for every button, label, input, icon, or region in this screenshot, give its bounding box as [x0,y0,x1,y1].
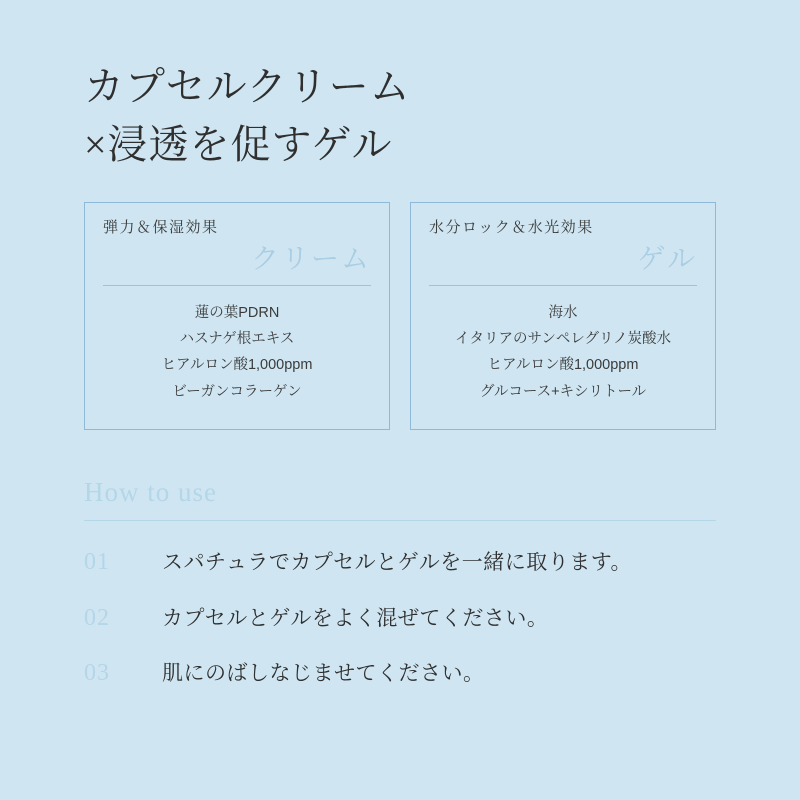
card-gel-ingredients [429,300,697,406]
card-gel-divider [429,285,697,286]
card-cream-title: クリーム [250,244,371,275]
list-item: イタリアのサンペレグリノ炭酸水 [455,330,671,347]
card-cream-ingredients [103,300,371,406]
list-item: ヒアルロン酸1,000ppm [161,357,313,374]
card-cream-label: 弾力＆保湿効果 [103,220,219,236]
step-text: カプセルとゲルをよく混ぜてください。 [162,606,549,630]
ingredient-cards [84,202,716,430]
how-to-use-title: How to use [84,477,217,507]
list-item [84,549,716,576]
step-number: 03 [84,659,110,686]
list-item: ビーガンコラーゲン [172,383,302,400]
step-text: 肌にのばしなじませてください。 [162,661,485,685]
list-item: ヒアルロン酸1,000ppm [487,357,639,374]
page-title-line-1: カプセルクリーム [84,64,411,109]
page-title [84,58,411,174]
how-to-use-steps [84,549,716,687]
step-text: スパチュラでカプセルとゲルを一緒に取ります。 [162,551,633,575]
card-gel [410,202,716,430]
step-number: 01 [84,549,110,576]
list-item [84,660,716,687]
list-item: グルコース+キシリトール [479,383,647,400]
how-to-use-section [84,476,716,687]
list-item: 蓮の葉PDRN [194,304,280,321]
card-gel-label: 水分ロック＆水光効果 [429,220,594,236]
how-to-use-divider [84,520,716,521]
card-gel-title: ゲル [637,244,697,275]
page-title-line-2: ×浸透を促すゲル [84,122,393,167]
card-cream-divider [103,285,371,286]
list-item [84,605,716,632]
step-number: 02 [84,604,110,631]
list-item: ハスナゲ根エキス [179,330,295,347]
list-item: 海水 [548,304,578,321]
card-cream [84,202,390,430]
